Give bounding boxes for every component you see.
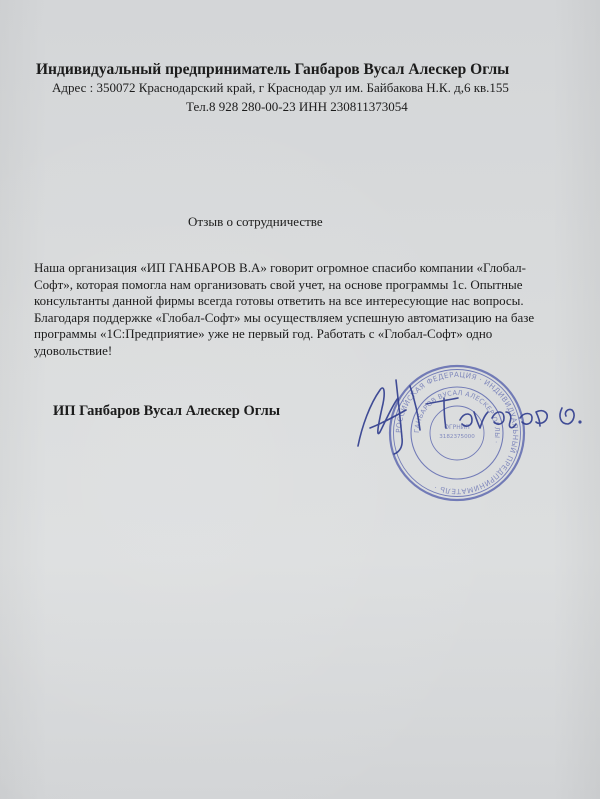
signer-name: ИП Ганбаров Вусал Алескер Оглы [53, 403, 281, 419]
handwritten-signature [340, 368, 590, 458]
address-line: Адрес : 350072 Краснодарский край, г Краснодар ул им. Байбакова Н.К. д,6 кв.155 [52, 80, 509, 95]
svg-text:ГАНБАРОВ ВУСАЛ АЛЕСКЕР ОГЛЫ ·: ГАНБАРОВ ВУСАЛ АЛЕСКЕР ОГЛЫ · [412, 388, 502, 445]
entrepreneur-heading: Индивидуальный предприниматель Ганбаров Вусал Алескер Оглы [36, 61, 510, 78]
review-body-text: Наша организация «ИП ГАНБАРОВ В.А» говорит огромное спасибо компании «Глобал-Софт», которая помогла нам организовать свой учет, на основе программы 1с. Опытные консультанты данной фирмы всегда готовы ответить на все интересующие нас вопросы. Благодаря поддержке «Глобал-Софт» мы осуществляем успешную автоматизацию на базе программы «1С:Предприятие» уже не первый год. Работать с «Глобал-Софт» одно удовольствие! [34, 260, 535, 358]
svg-text:3182375000: 3182375000 [439, 434, 475, 440]
contacts-line: Тел.8 928 280-00-23 ИНН 230811373054 [186, 99, 408, 114]
document-title: Отзыв о сотрудничестве [188, 214, 323, 229]
svg-text:РОССИЙСКАЯ ФЕДЕРАЦИЯ · ИНДИВИД: РОССИЙСКАЯ ФЕДЕРАЦИЯ · ИНДИВИДУАЛЬНЫЙ ПРЕДПРИНИМАТЕЛЬ · [393, 369, 521, 497]
svg-text:ОГРНИП: ОГРНИП [444, 424, 470, 431]
